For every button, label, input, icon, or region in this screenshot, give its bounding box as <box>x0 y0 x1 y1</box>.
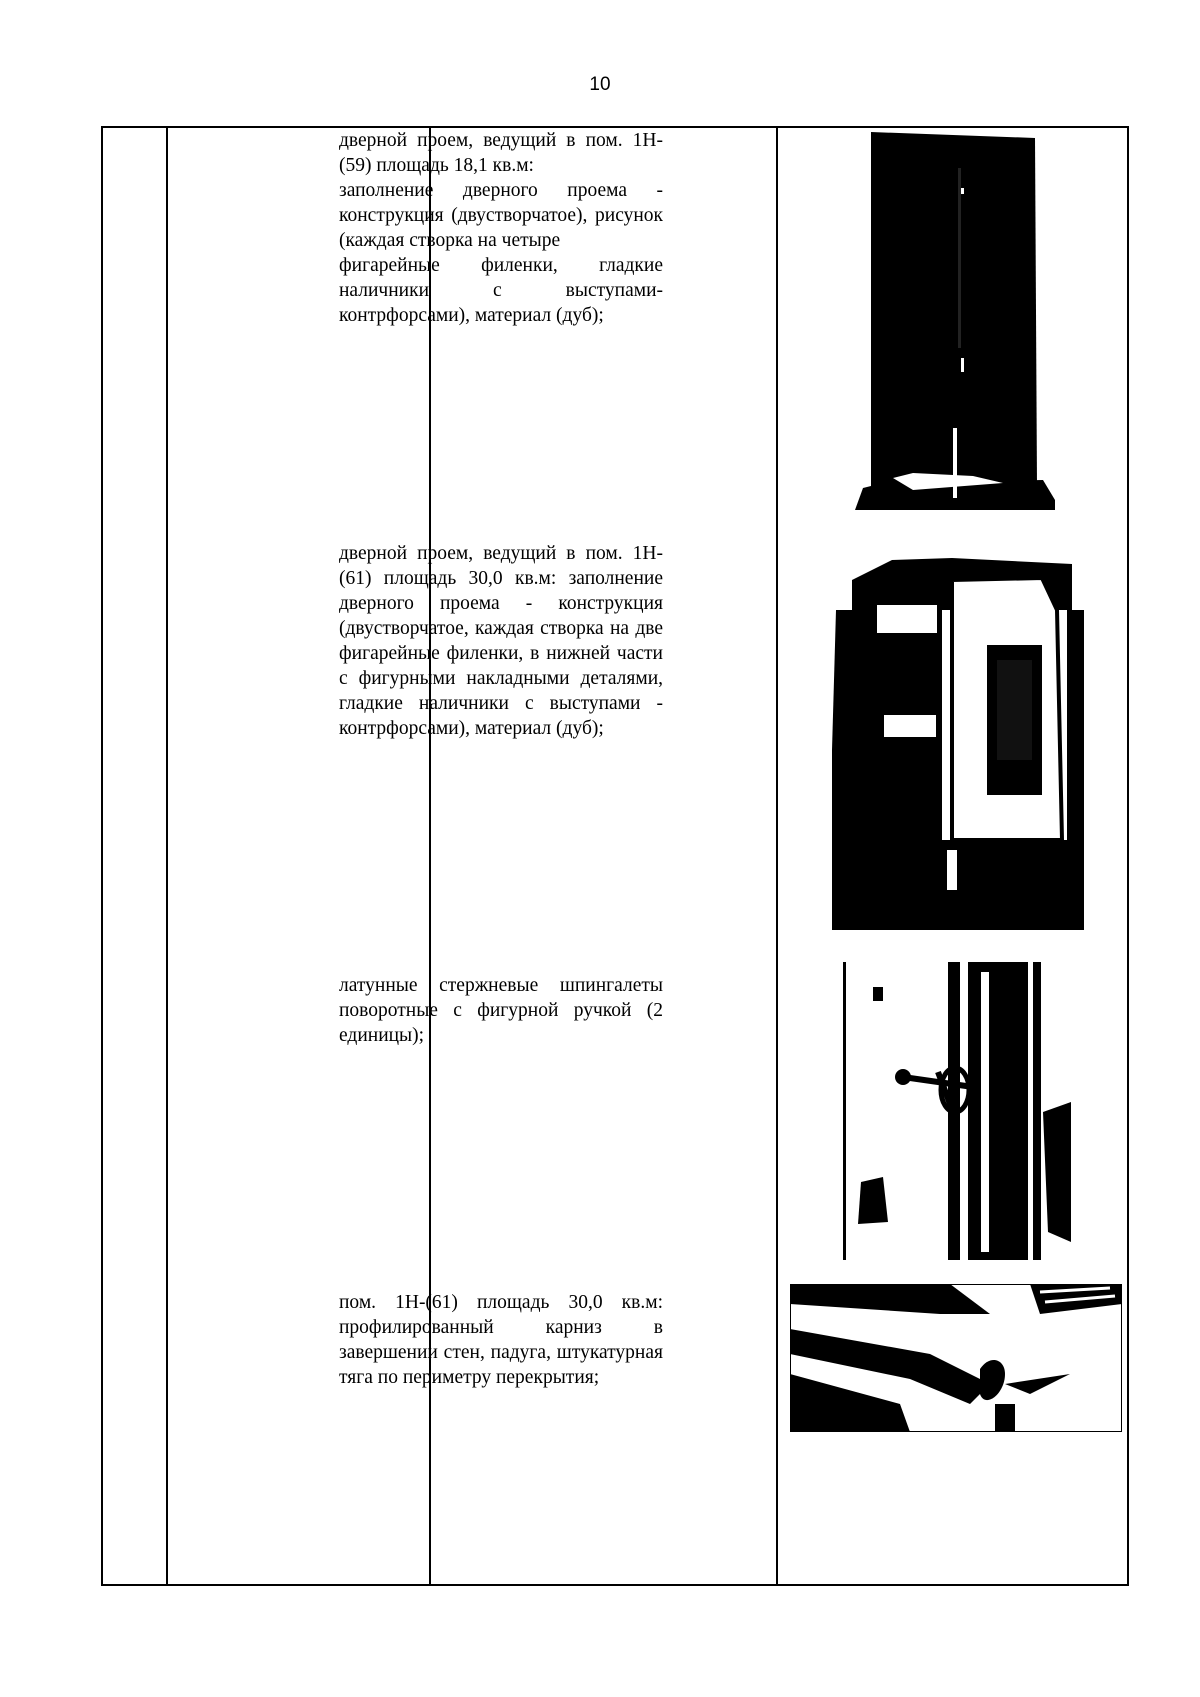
entry-line: пом. 1Н-(61) площадь 30,0 кв.м: профилированный карниз в завершении стен, падуга, штукатурная тяга по периметру перекрытия; <box>339 1292 663 1388</box>
paneled-door-photo <box>832 550 1084 930</box>
page-number: 10 <box>589 74 611 95</box>
entry-line: латунные стержневые шпингалеты поворотные с фигурной ручкой (2 единицы); <box>339 975 663 1046</box>
entry-line: дверной проем, ведущий в пом. 1Н-(59) площадь 18,1 кв.м: <box>339 130 663 176</box>
entry-line: заполнение дверного проема - конструкция (двустворчатое), рисунок (каждая створка на четыре <box>339 180 663 251</box>
cornice-photo <box>790 1284 1122 1432</box>
column-divider <box>776 128 778 1584</box>
espagnolette-photo <box>843 962 1071 1260</box>
entry-description <box>339 128 663 328</box>
entry-line: фигарейные филенки, гладкие наличники с выступами-контрфорсами), материал (дуб); <box>339 255 663 326</box>
entry-description <box>339 541 663 741</box>
column-divider <box>166 128 168 1584</box>
entry-description <box>339 1290 663 1390</box>
entry-description <box>339 973 663 1048</box>
double-door-photo <box>853 128 1055 510</box>
entry-line: дверной проем, ведущий в пом. 1Н-(61) площадь 30,0 кв.м: заполнение дверного проема - конструкция (двустворчатое, каждая створка на две фигарейные филенки, в нижней части с фигурными накладными деталями, гладкие наличники с выступами - контрфорсами), материал (дуб); <box>339 543 663 739</box>
